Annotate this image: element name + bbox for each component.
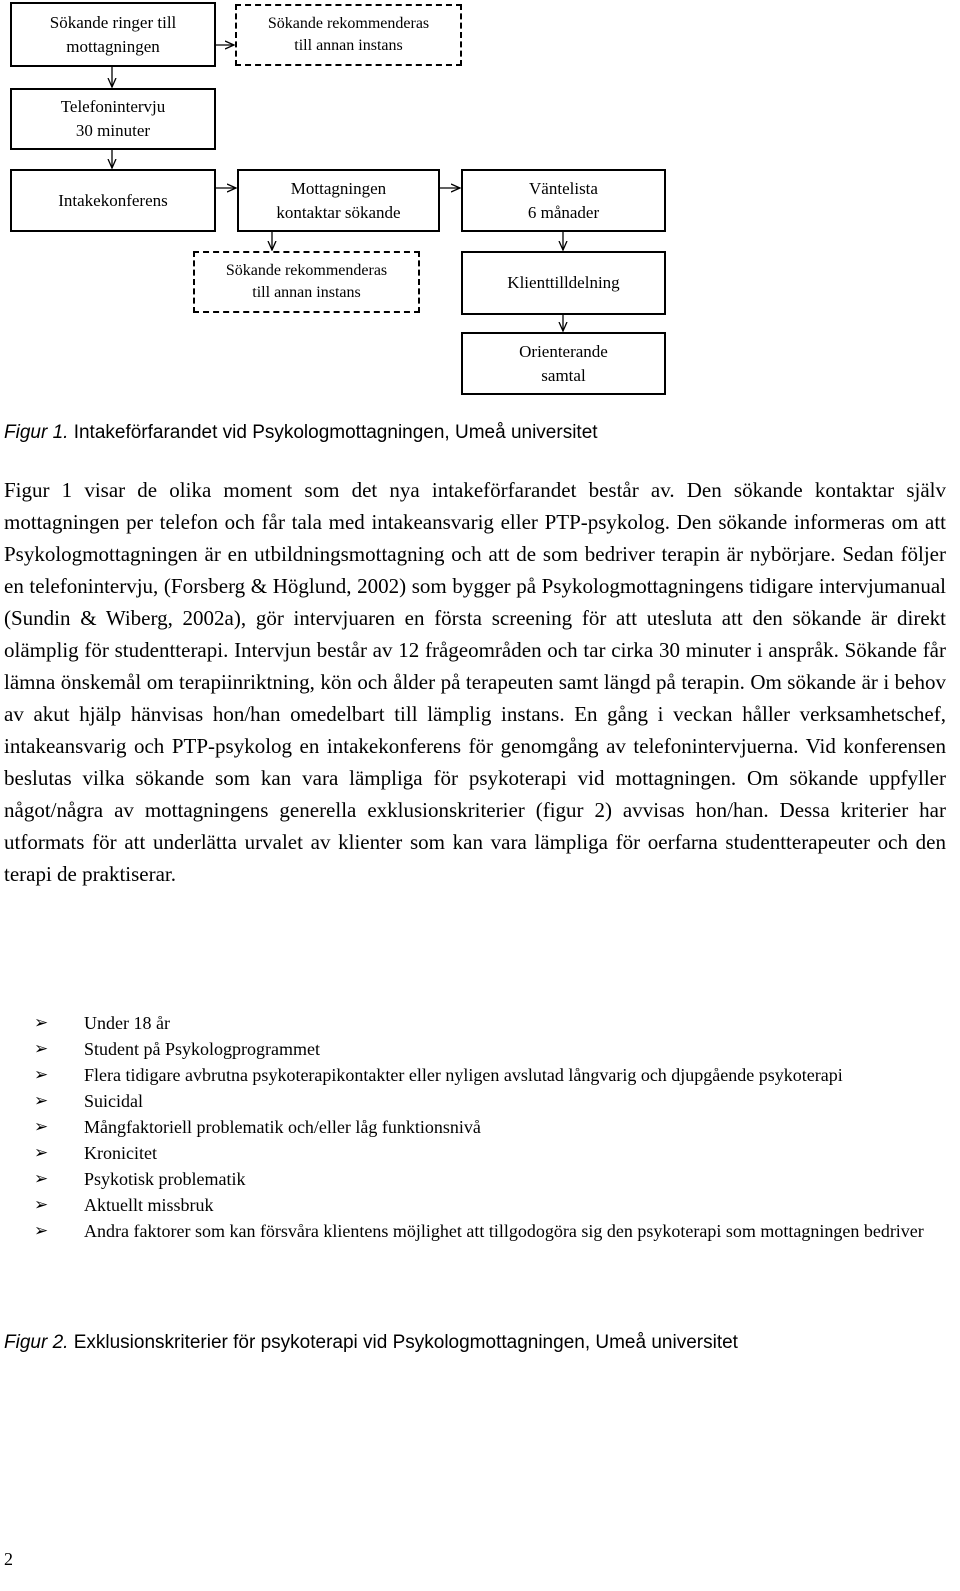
arrow-bullet-icon: ➢ [34, 1221, 49, 1240]
flow-box-line: till annan instans [294, 37, 403, 54]
flow-box-line: mottagningen [66, 36, 160, 56]
arrow-bullet-icon: ➢ [34, 1039, 49, 1058]
flow-box-orientation-session [461, 332, 666, 395]
flow-box-line: kontaktar sökande [276, 202, 401, 222]
page-number: 2 [4, 1549, 13, 1569]
list-item [4, 1140, 946, 1166]
flow-box-line: Intakekonferens [58, 190, 168, 210]
list-item-text: Under 18 år [84, 1013, 170, 1033]
figure-1-text: Intakeförfarandet vid Psykologmottagningen, Umeå universitet [68, 422, 598, 443]
list-item-text: Aktuellt missbruk [84, 1195, 214, 1215]
flow-box-line: Sökande ringer till [49, 12, 177, 32]
list-item-text: Flera tidigare avbrutna psykoterapikontakter eller nyligen avslutad långvarig och djupgående psykoterapi [84, 1065, 843, 1085]
figure-2-caption [4, 1331, 738, 1355]
flow-box-phone-interview [10, 88, 216, 150]
list-item [4, 1192, 946, 1218]
list-item [4, 1062, 946, 1088]
list-item-text: Suicidal [84, 1091, 143, 1111]
list-item [4, 1088, 946, 1114]
list-item-text: Kronicitet [84, 1143, 157, 1163]
flow-box-referred-elsewhere-top [235, 4, 462, 66]
list-item-text: Mångfaktoriell problematik och/eller låg funktionsnivå [84, 1117, 481, 1137]
flow-box-referred-elsewhere-bottom [193, 251, 420, 313]
arrow-bullet-icon: ➢ [34, 1143, 49, 1162]
list-item-text: Andra faktorer som kan försvåra klientens möjlighet att tillgodogöra sig den psykoterapi som mottagningen bedriver [84, 1221, 924, 1241]
figure-1-caption [4, 421, 598, 445]
arrow-bullet-icon: ➢ [34, 1169, 49, 1188]
flow-box-line: Telefonintervju [60, 97, 166, 116]
exclusion-criteria-list [4, 1010, 946, 1244]
list-item [4, 1218, 946, 1244]
figure-2-label: Figur 2. [4, 1332, 69, 1353]
flow-box-intake-conference [10, 169, 216, 232]
flow-box-line: till annan instans [252, 284, 361, 301]
figure-1-label: Figur 1. [4, 422, 69, 443]
arrow-bullet-icon: ➢ [34, 1065, 49, 1084]
list-item [4, 1114, 946, 1140]
list-item [4, 1166, 946, 1192]
flow-box-reception-contacts [237, 169, 440, 232]
flow-box-line: 6 månader [527, 202, 600, 222]
arrow-bullet-icon: ➢ [34, 1091, 49, 1110]
list-item-text: Student på Psykologprogrammet [84, 1039, 320, 1059]
list-item-text: Psykotisk problematik [84, 1169, 246, 1189]
figure-2-text: Exklusionskriterier för psykoterapi vid Psykologmottagningen, Umeå universitet [68, 1332, 738, 1353]
flow-box-line: 30 minuter [75, 121, 151, 140]
body-paragraph: Figur 1 visar de olika moment som det nya intakeförfarandet består av. Den sökande kontaktar själv mottagningen per telefon och får tala med intakeansvarig eller PTP-psykolog. Den sökande informeras om att Psykologmottagningen är en utbildningsmottagning och att de som bedriver terapin är nybörjare. Sedan följer en telefonintervju, (Forsberg & Höglund, 2002) som bygger på Psykologmottagningens tidigare intervjumanual (Sundin & Wiberg, 2002a), gör intervjuaren en första screening för att utesluta att den sökande är direkt olämplig för studentterapi. Intervjun består av 12 frågeområden och tar cirka 30 minuter i anspråk. Sökande får lämna önskemål om terapiinriktning, kön och ålder på terapeuten samt längd på terapin. Om sökande är i behov av akut hjälp hänvisas hon/han omedelbart till lämplig instans. En gång i veckan håller verksamhetschef, intakeansvarig och PTP-psykolog en intakekonferens för genomgång av telefonintervjuerna. Vid konferensen beslutas vilka sökande som kan vara lämpliga för psykoterapi vid mottagningen. Om sökande uppfyller något/några av mottagningens generella exklusionskriterier (figur 2) avvisas hon/han. Dessa kriterier har utformats för att underlätta urvalet av klienter som kan vara lämpliga för oerfarna studentterapeuter och den terapi de praktiserar. [4, 478, 946, 886]
flow-box-call-reception [10, 2, 216, 67]
flow-box-line: Orienterande [519, 341, 608, 361]
flow-box-line: Väntelista [529, 178, 598, 198]
flow-box-line: samtal [541, 365, 586, 385]
flow-box-client-assignment [461, 251, 666, 315]
arrow-bullet-icon: ➢ [34, 1013, 49, 1032]
flow-box-line: Sökande rekommenderas [267, 15, 430, 32]
flow-box-waiting-list [461, 169, 666, 232]
flow-box-line: Sökande rekommenderas [225, 262, 388, 279]
arrow-bullet-icon: ➢ [34, 1195, 49, 1214]
list-item [4, 1036, 946, 1062]
flow-box-line: Mottagningen [290, 178, 387, 198]
arrow-bullet-icon: ➢ [34, 1117, 49, 1136]
flow-box-line: Klienttilldelning [507, 273, 620, 292]
list-item [4, 1010, 946, 1036]
